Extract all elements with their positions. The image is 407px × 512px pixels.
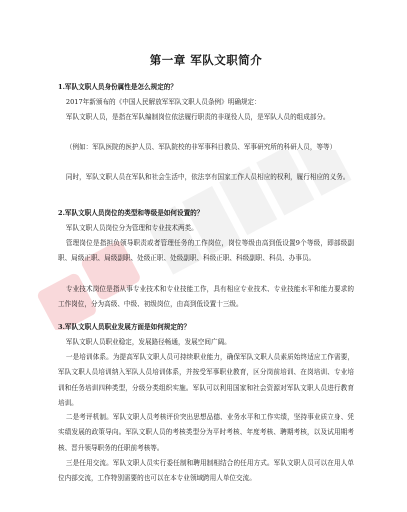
paragraph: 2017年新颁布的《中国人民解放军军队文职人员条例》明确规定： xyxy=(65,98,261,106)
paragraph: 军队文职人员，是指在军队编制岗位依法履行职责的非现役人员，是军队人员的组成部分。 xyxy=(65,113,330,121)
paragraph: （例如：军队医院的医护人员、军队院校的非军事科目教员、军事研究所的科研人员，等等） xyxy=(65,143,337,151)
paragraph: 三是任用交流。军队文职人员实行委任制和聘用制相结合的任用方式。军队文职人员可以在用人单位内部交流，工作特别需要的也可以在本专业领域跨用人单位交流。 xyxy=(58,459,354,483)
paragraph: 一是培训体系。为提高军队文职人员可持续职业能力，确保军队文职人员素质始终适应工作需要，军队文职人员培训纳入军队人员培训体系，并按受军事职业教育，区分岗前培训、在岗培训、专业培训和任务培训四种类型，分级分类组织实施。军队可以利用国家和社会资源对军队文职人员进行教育培训。 xyxy=(58,353,354,407)
question-2: 2.军队文职人员岗位的类型和等级是如何设置的？ xyxy=(58,209,204,217)
paragraph: 二是考评机制。军队文职人员考核评价突出思想品德、业务水平和工作实绩，坚持事业质立身、凭实绩发展的政策导向。军队文职人员的考核类型分为平时考核、年度考核、聘期考核，以及试用期考核、晋升领导职务的任职前考核等。 xyxy=(58,413,354,452)
paragraph: 管理岗位是指担负领导职责或者管理任务的工作岗位，岗位等级由高到低设置9个等级，即部级副职、局级正职、局级副职、处级正职、处级副职、科级正职、科级副职、科员、办事员。 xyxy=(58,239,354,263)
paragraph: 专业技术岗位是指从事专业技术和专业技能工作，具有相应专业技术、专业技能水平和能力要求的工作岗位，分为高级、中级、初级岗位，由高到低设置十三级。 xyxy=(58,285,354,309)
paragraph: 军队文职人员职业稳定，发展路径畅通，发展空间广阔。 xyxy=(65,338,231,346)
page-title: 第一章 军队文职简介 xyxy=(149,53,263,67)
paragraph: 同时，军队文职人员在军队和社会生活中，依法享有国家工作人员相应的权利，履行相应的义务。 xyxy=(65,173,350,181)
question-3: 3.军队文职人员职业发展方面是如何规定的？ xyxy=(58,323,191,331)
paragraph: 军队文职人员岗位分为管理和专业技术两类。 xyxy=(65,224,198,232)
question-1: 1.军队文职人员身份属性是怎么规定的？ xyxy=(58,83,177,91)
